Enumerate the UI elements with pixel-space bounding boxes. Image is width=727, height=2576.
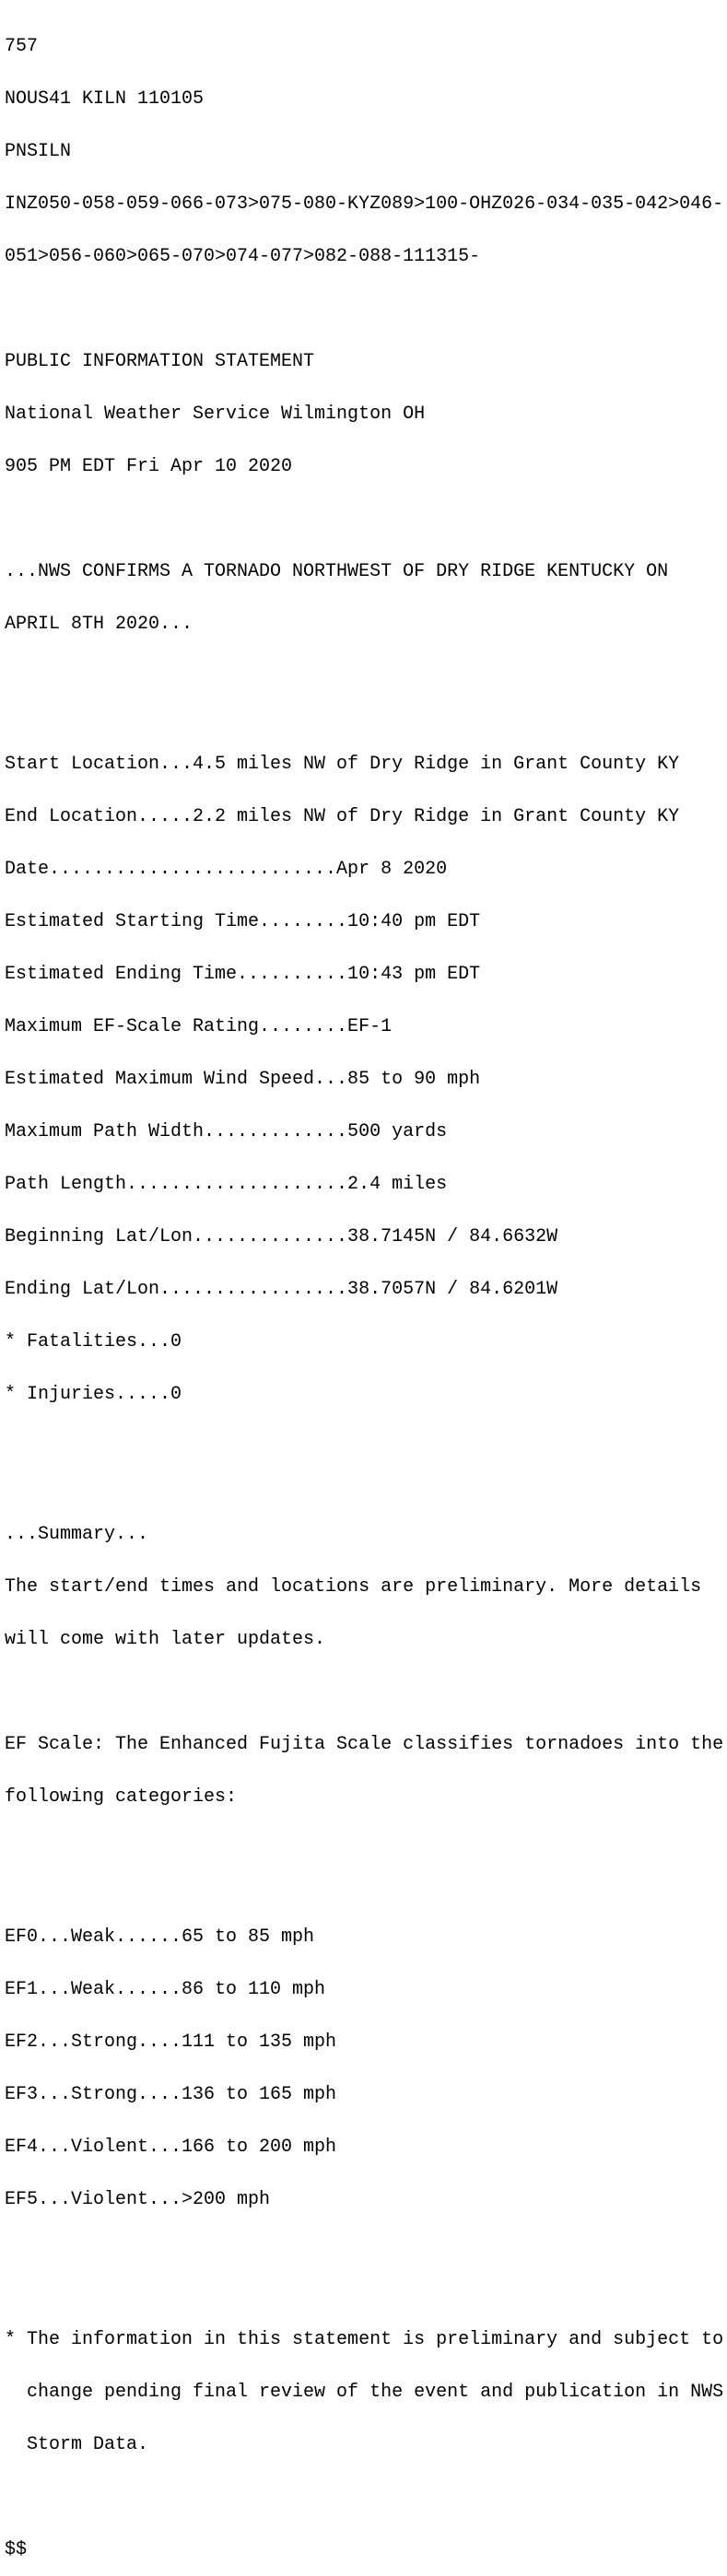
ugc-line: INZ050-058-059-066-073>075-080-KYZ089>100-OHZ026-034-035-042>046- xyxy=(5,193,724,215)
blank-line xyxy=(5,2278,727,2296)
detail-begin-latlon: Beginning Lat/Lon..............38.7145N / 84.6632W xyxy=(5,1226,558,1247)
detail-ef-rating: Maximum EF-Scale Rating........EF-1 xyxy=(5,1016,393,1037)
blank-line xyxy=(5,2488,727,2506)
detail-injuries: * Injuries.....0 xyxy=(5,1384,182,1405)
ef-category: EF3...Strong....136 to 165 mph xyxy=(5,2084,337,2105)
detail-start-location: Start Location...4.5 miles NW of Dry Ridge in Grant County KY xyxy=(5,754,680,775)
disclaimer: Storm Data. xyxy=(5,2434,149,2455)
blank-line xyxy=(5,668,727,685)
headline: APRIL 8TH 2020... xyxy=(5,614,193,635)
ef-category: EF4...Violent...166 to 200 mph xyxy=(5,2137,337,2158)
detail-end-latlon: Ending Lat/Lon.................38.7057N / 84.6201W xyxy=(5,1279,558,1300)
awips-id: PNSILN xyxy=(5,141,72,162)
detail-start-time: Estimated Starting Time........10:40 pm EDT xyxy=(5,911,481,932)
detail-end-time: Estimated Ending Time..........10:43 pm EDT xyxy=(5,964,481,985)
disclaimer: change pending final review of the event and publication in NWS xyxy=(5,2382,724,2403)
blank-line xyxy=(5,1683,727,1701)
wmo-header: NOUS41 KILN 110105 xyxy=(5,88,205,110)
product-terminator: $$ xyxy=(5,2539,28,2560)
ef-category: EF1...Weak......86 to 110 mph xyxy=(5,1979,326,2000)
detail-path-length: Path Length....................2.4 miles xyxy=(5,1174,448,1195)
product-number: 757 xyxy=(5,36,39,57)
ef-scale-categories xyxy=(5,1893,727,2243)
ef-scale-intro: EF Scale: The Enhanced Fujita Scale classifies tornadoes into the xyxy=(5,1734,724,1755)
detail-wind-speed: Estimated Maximum Wind Speed...85 to 90 mph xyxy=(5,1069,481,1090)
detail-date: Date..........................Apr 8 2020 xyxy=(5,859,448,880)
ef-category: EF0...Weak......65 to 85 mph xyxy=(5,1926,315,1948)
issue-time: 905 PM EDT Fri Apr 10 2020 xyxy=(5,456,293,477)
summary-text: The start/end times and locations are preliminary. More details xyxy=(5,1576,702,1598)
blank-line xyxy=(5,300,727,318)
ugc-line: 051>056-060>065-070>074-077>082-088-111315- xyxy=(5,246,481,267)
issuing-office: National Weather Service Wilmington OH xyxy=(5,404,426,425)
ef-category: EF2...Strong....111 to 135 mph xyxy=(5,2032,337,2053)
ef-scale-intro: following categories: xyxy=(5,1786,238,1808)
detail-end-location: End Location.....2.2 miles NW of Dry Ridge in Grant County KY xyxy=(5,806,680,827)
detail-path-width: Maximum Path Width.............500 yards xyxy=(5,1121,448,1142)
event-details xyxy=(5,720,727,1438)
blank-line xyxy=(5,510,727,528)
headline: ...NWS CONFIRMS A TORNADO NORTHWEST OF DRY RIDGE KENTUCKY ON xyxy=(5,561,669,582)
summary-text: will come with later updates. xyxy=(5,1629,326,1650)
detail-fatalities: * Fatalities...0 xyxy=(5,1331,182,1352)
blank-line xyxy=(5,1473,727,1491)
blank-line xyxy=(5,1841,727,1858)
disclaimer: * The information in this statement is preliminary and subject to xyxy=(5,2329,724,2350)
statement-type: PUBLIC INFORMATION STATEMENT xyxy=(5,351,315,372)
summary-heading: ...Summary... xyxy=(5,1524,149,1545)
ef-category: EF5...Violent...>200 mph xyxy=(5,2189,271,2210)
